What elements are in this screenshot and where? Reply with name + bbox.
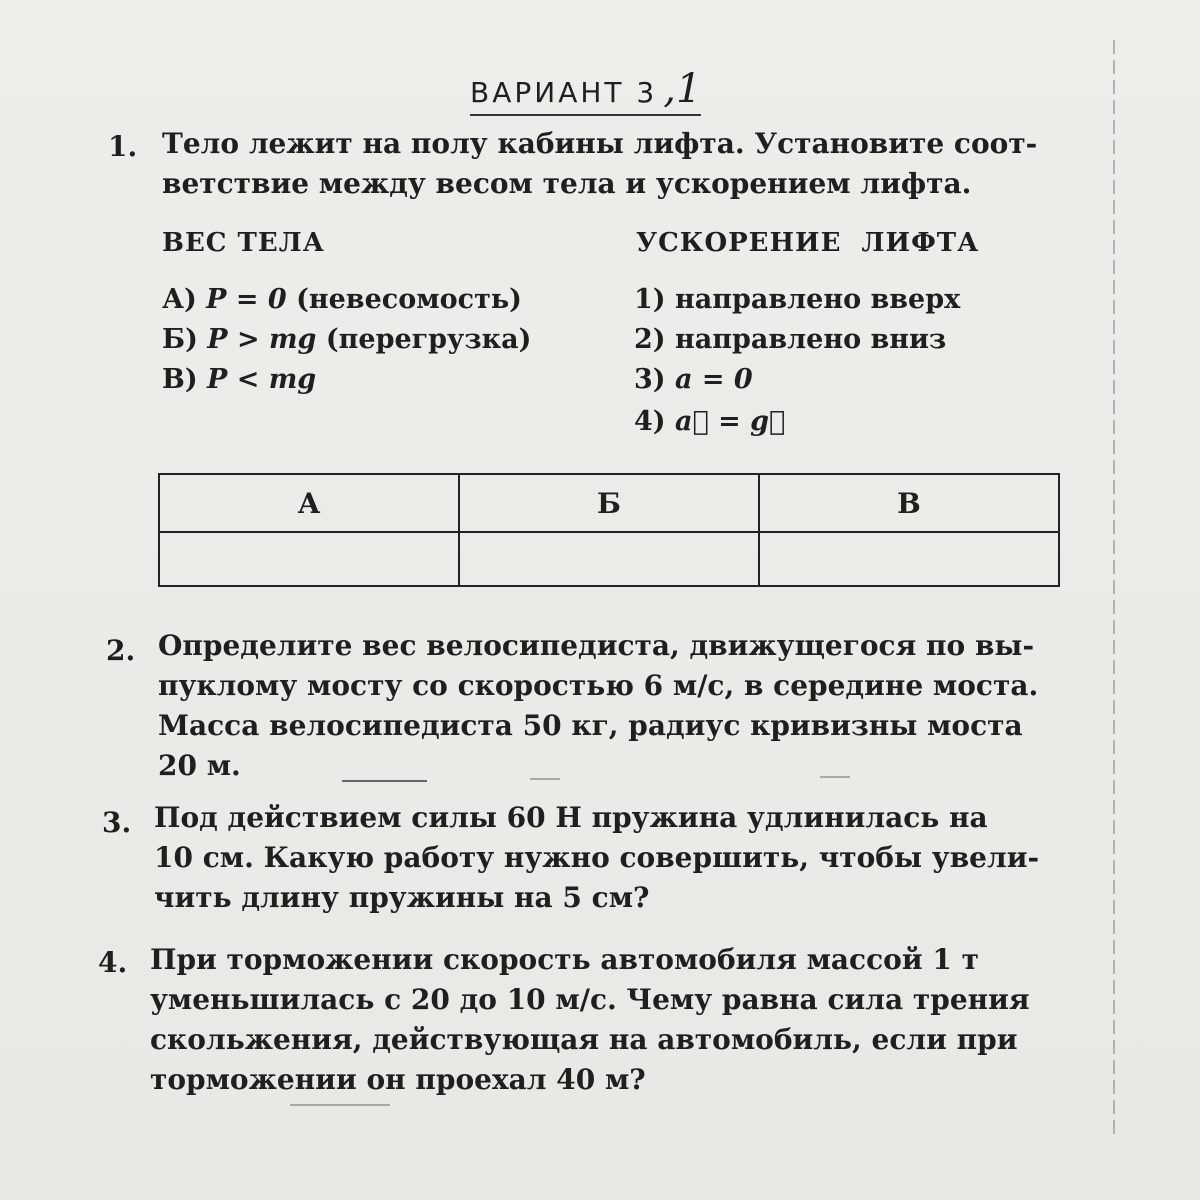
option-formula: a⃗ = g⃗ — [674, 406, 786, 437]
divider-dash — [342, 780, 427, 782]
option-label: 3) — [634, 364, 666, 395]
option-label: В) — [162, 364, 198, 395]
acceleration-option-2 — [634, 324, 946, 355]
acceleration-option-3 — [634, 364, 753, 395]
option-formula: P > mg — [207, 324, 317, 355]
answer-header-a: А — [159, 474, 459, 532]
q3-line: чить длину пружины на 5 см? — [154, 881, 650, 914]
variant-title-handwritten: ,1 — [663, 66, 702, 112]
q2-number: 2. — [106, 634, 136, 667]
variant-title-printed: ВАРИАНТ 3 — [470, 76, 658, 109]
variant-title — [470, 66, 701, 116]
option-label: А) — [162, 284, 197, 315]
q3-number: 3. — [102, 806, 132, 839]
q1-line: Тело лежит на полу кабины лифта. Установите соот- — [162, 127, 1038, 160]
q1-text — [162, 124, 1082, 204]
option-formula: a = 0 — [674, 364, 753, 395]
option-note: (перегрузка) — [325, 324, 532, 355]
acceleration-column-header: УСКОРЕНИЕ ЛИФТА — [636, 228, 980, 258]
acceleration-option-4 — [634, 406, 785, 437]
q2-line: 20 м. — [158, 749, 241, 782]
answer-table — [158, 473, 1060, 587]
divider-dash — [290, 1104, 390, 1106]
q2-line: Масса велосипедиста 50 кг, радиус кривизны моста — [158, 709, 1023, 742]
q4-number: 4. — [98, 946, 128, 979]
weight-option-a — [162, 284, 522, 315]
option-formula: P = 0 — [206, 284, 287, 315]
page-edge-line — [1113, 40, 1115, 1140]
q4-text — [150, 940, 1090, 1100]
answer-table-header-row — [159, 474, 1059, 532]
acceleration-option-1 — [634, 284, 960, 315]
q2-text — [158, 626, 1088, 786]
answer-header-c: В — [759, 474, 1059, 532]
option-label: 1) — [634, 284, 666, 315]
option-label: 2) — [634, 324, 666, 355]
option-label: Б) — [162, 324, 198, 355]
q3-line: Под действием силы 60 Н пружина удлинилась на — [154, 801, 988, 834]
q4-line: При торможении скорость автомобиля массой 1 т — [150, 943, 979, 976]
answer-table-input-row — [159, 532, 1059, 586]
answer-cell-a[interactable] — [159, 532, 459, 586]
q3-text — [154, 798, 1084, 918]
option-text: направлено вниз — [674, 324, 947, 355]
weight-column-header: ВЕС ТЕЛА — [162, 228, 325, 258]
divider-dash — [530, 778, 560, 780]
q4-line: скольжения, действующая на автомобиль, если при — [150, 1023, 1018, 1056]
answer-cell-b[interactable] — [459, 532, 759, 586]
option-formula: P < mg — [207, 364, 317, 395]
q4-line: торможении он проехал 40 м? — [150, 1063, 646, 1096]
answer-header-b: Б — [459, 474, 759, 532]
weight-option-b — [162, 324, 531, 355]
option-note: (невесомость) — [296, 284, 522, 315]
q4-line: уменьшилась с 20 до 10 м/с. Чему равна сила трения — [150, 983, 1030, 1016]
q2-line: Определите вес велосипедиста, движущегося по вы- — [158, 629, 1035, 662]
q3-line: 10 см. Какую работу нужно совершить, чтобы увели- — [154, 841, 1040, 874]
q1-line: ветствие между весом тела и ускорением лифта. — [162, 167, 972, 200]
answer-cell-c[interactable] — [759, 532, 1059, 586]
q1-number: 1. — [108, 130, 138, 163]
option-text: направлено вверх — [674, 284, 961, 315]
divider-dash — [820, 776, 850, 778]
option-label: 4) — [634, 406, 666, 437]
weight-option-c — [162, 364, 316, 395]
q2-line: пуклому мосту со скоростью 6 м/с, в середине моста. — [158, 669, 1039, 702]
